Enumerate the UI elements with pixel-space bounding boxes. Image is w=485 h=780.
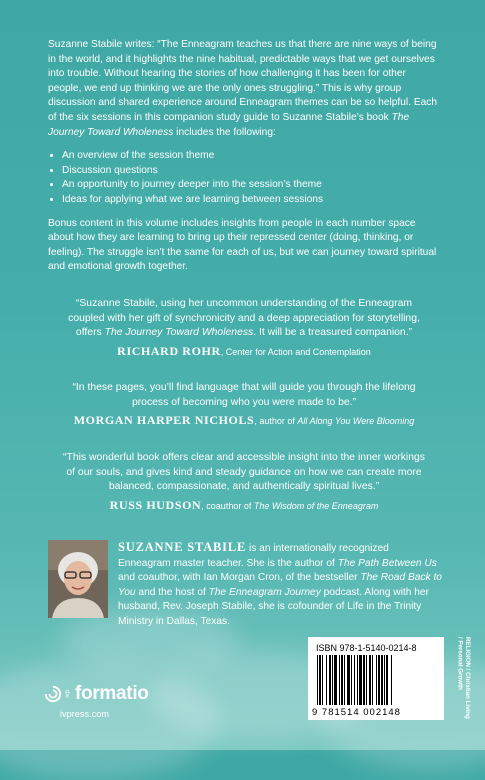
endorser-name: RICHARD ROHR <box>117 343 221 358</box>
endorsement-rohr <box>60 297 428 359</box>
barcode-digits: 9 781514 002148 <box>312 707 401 718</box>
back-cover-copy <box>48 38 440 535</box>
publisher-logo <box>44 683 149 705</box>
endorser-name: RUSS HUDSON <box>109 497 202 512</box>
author-bio-section <box>48 540 443 630</box>
endorsement-text: “Suzanne Stabile, using her uncommon understanding of the Enneagram coupled with her gift of synchronicity and a deep appreciation for storytelling, offers The Journey Toward Wholeness. It will be a treasured companion.” <box>68 297 420 339</box>
barcode-box <box>308 637 444 720</box>
endorsement-attribution: RICHARD ROHR, Center for Action and Contemplation <box>117 343 371 358</box>
endorsement-attribution: RUSS HUDSON, coauthor of The Wisdom of the Enneagram <box>109 497 379 512</box>
endorsement-attribution: MORGAN HARPER NICHOLS, author of All Along You Were Blooming <box>73 413 415 428</box>
endorsement-text: “In these pages, you’ll find language that will guide you through the lifelong process of becoming who you were made to be.” <box>72 382 416 408</box>
author-bio: SUZANNE STABILE is an internationally recognized Enneagram master teacher. She is the author of The Path Between Us and coauthor, with Ian Morgan Cron, of the bestseller The Road Back to You and the host of The Enneagram Journey podcast. Along with her husband, Rev. Joseph Stabile, she is cofounder of Life in the Trinity Ministry in Dallas, Texas. <box>118 540 442 627</box>
endorsement-nichols <box>60 381 428 429</box>
author-name: SUZANNE STABILE <box>118 540 247 554</box>
publisher-website: ivpress.com <box>60 709 110 719</box>
list-item: • An opportunity to journey deeper into the session’s theme <box>62 178 440 193</box>
barcode <box>315 655 437 705</box>
isbn: ISBN 978-1-5140-0214-8 <box>316 643 417 653</box>
intro-paragraph: Suzanne Stabile writes: “The Enneagram teaches us that there are nine ways of being in the world, and it highlights the nine habitual, predictable ways that we get ourselves into trouble. Without hearing the stories of how challenging it has been for other people, we end up thinking we are the only ones struggling.” This is why group discussion and shared experience around Enneagram themes can be so helpful. Each of the six sessions in this companion study guide to Suzanne Stabile’s book The Journey Toward Wholeness includes the following: <box>48 39 438 138</box>
publisher-tag: ivp <box>65 690 71 698</box>
endorsement-text: “This wonderful book offers clear and accessible insight into the inner workings of our souls, and gives kind and steady guidance on how we can create more balanced, compassionate, and authentically spiritual lives.” <box>63 452 425 493</box>
bonus-paragraph: Bonus content in this volume includes insights from people in each number space about how they are learning to bring up their repressed center (doing, thinking, or feeling). The struggle isn’t the same for each of us, but we can journey toward spiritual and emotional growth together. <box>48 217 437 273</box>
category-label: RELIGION / Christian Living / Personal Growth <box>456 637 471 719</box>
endorsement-hudson <box>60 451 428 513</box>
publisher-name: formatio <box>75 683 149 704</box>
list-item: • Discussion questions <box>62 164 440 179</box>
session-feature-list <box>48 149 440 207</box>
book-title: The Journey Toward Wholeness <box>48 111 410 138</box>
author-photo <box>48 540 108 618</box>
spiral-icon <box>44 685 62 703</box>
endorser-name: MORGAN HARPER NICHOLS <box>73 413 255 428</box>
list-item: • An overview of the session theme <box>62 149 440 164</box>
list-item: • Ideas for applying what we are learning between sessions <box>62 193 440 208</box>
